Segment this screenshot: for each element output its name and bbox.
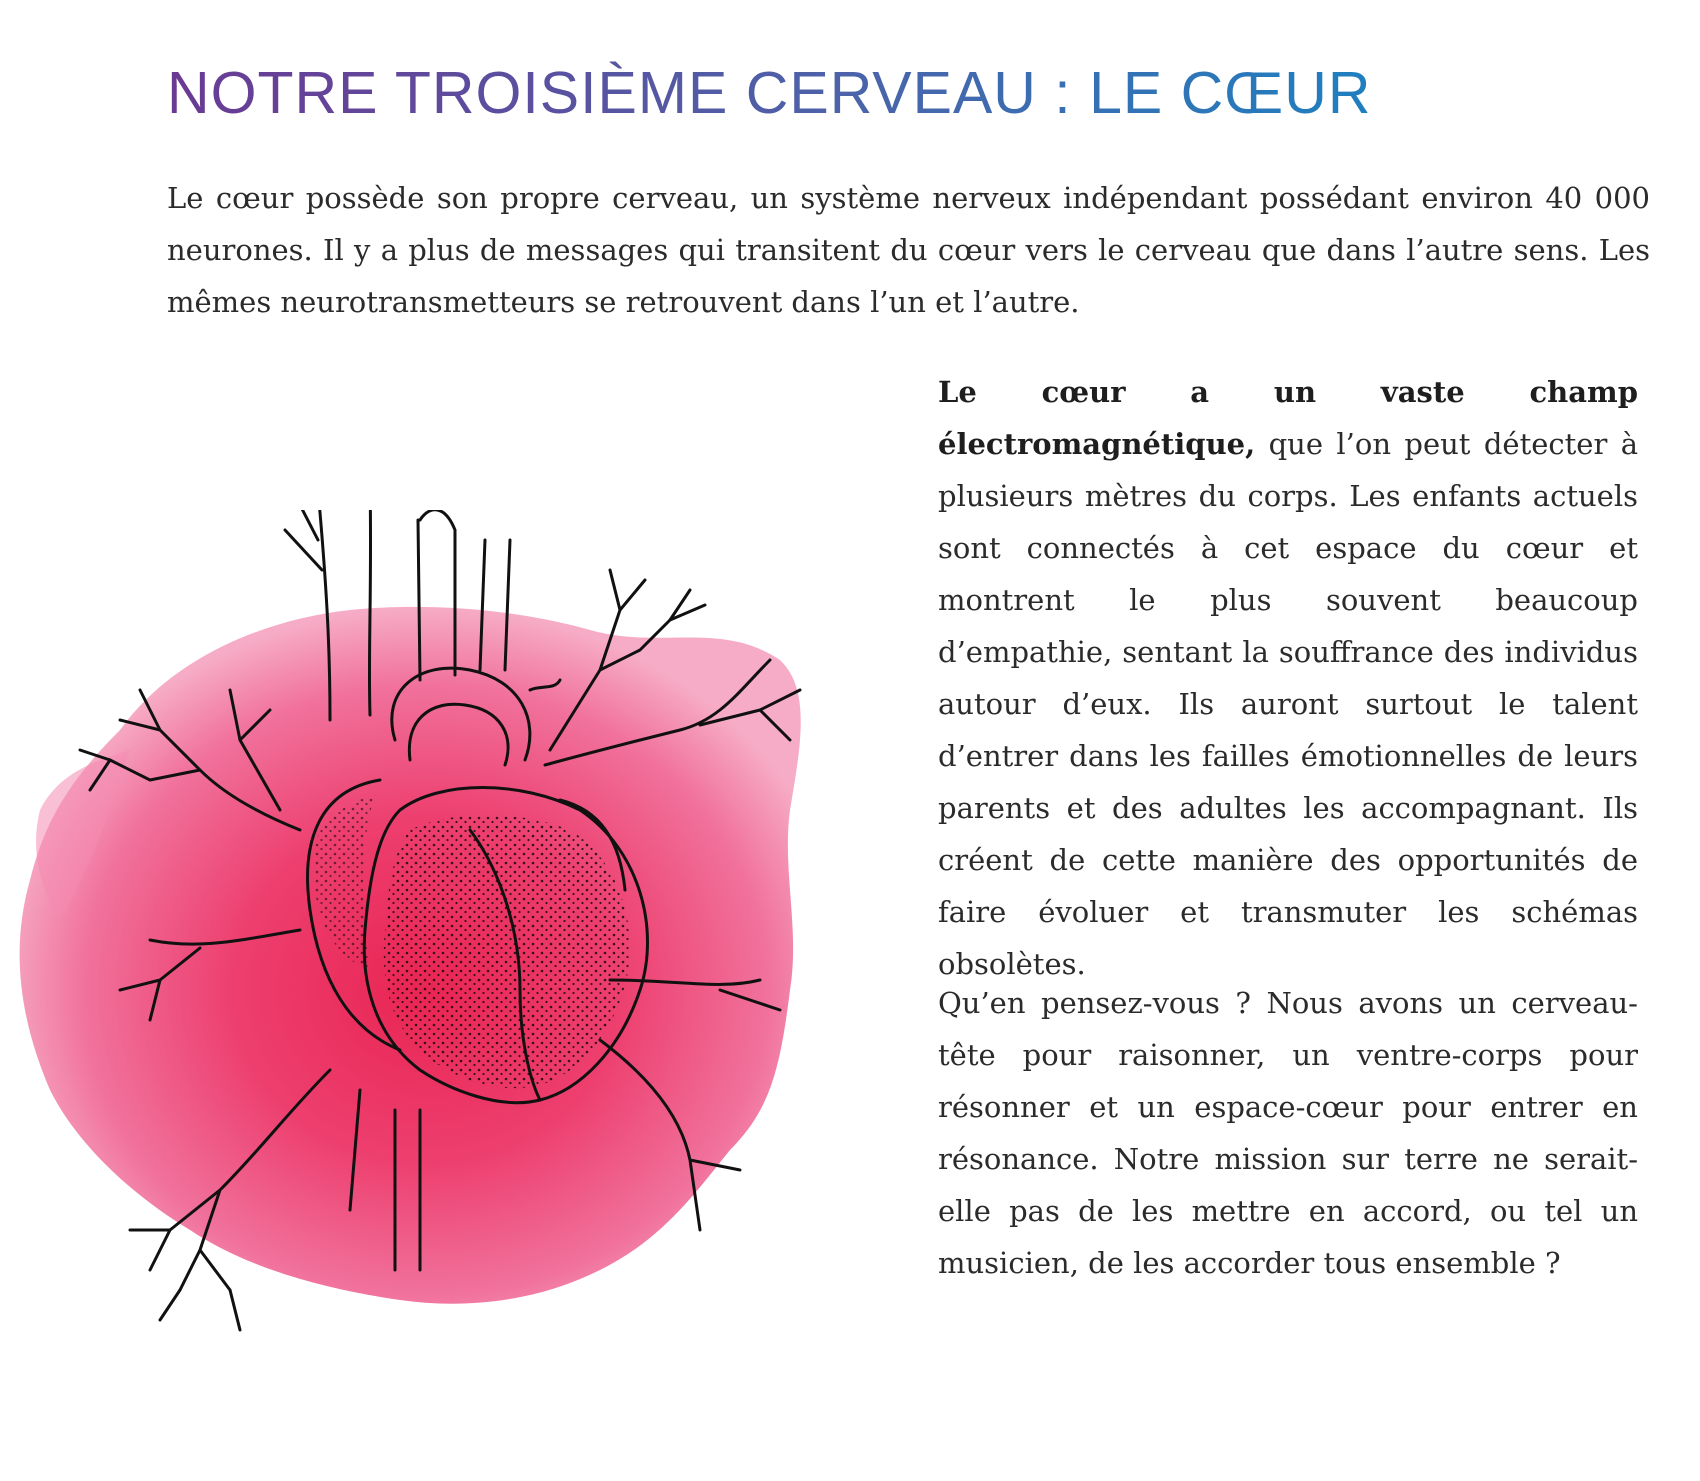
body-paragraph-1 <box>938 366 1638 990</box>
body-paragraph-2: Qu’en pensez-vous ? Nous avons un cerveau-tête pour raisonner, un ventre-corps pour résonner et un espace-cœur pour entrer en résonance. Notre mission sur terre ne serait-elle pas de les mettre en accord, ou tel un musicien, de les accorder tous ensemble ? <box>938 986 1638 1280</box>
body-paragraph-1-lead: Le cœur a un vaste champ électromagnétique, <box>938 375 1638 461</box>
intro-paragraph: Le cœur possède son propre cerveau, un système nerveux indépendant possédant environ 40 000 neurones. Il y a plus de messages qui transitent du cœur vers le cerveau que dans l’autre sens. Les mêmes neurotransmetteurs se retrouvent dans l’un et l’autre. <box>167 181 1650 319</box>
body-paragraph-1-text: que l’on peut détecter à plusieurs mètres du corps. Les enfants actuels sont connectés à cet espace du cœur et montrent le plus souvent beaucoup d’empathie, sentant la souffrance des individus autour d’eux. Ils auront surtout le talent d’entrer dans les failles émotionnelles de leurs parents et des adultes les accompagnant. Ils créent de cette manière des opportunités de faire évoluer et transmuter les schémas obsolètes. <box>938 427 1638 981</box>
page-title: NOTRE TROISIÈME CERVEAU : LE CŒUR <box>167 60 1372 126</box>
anatomical-heart-icon <box>0 510 830 1380</box>
